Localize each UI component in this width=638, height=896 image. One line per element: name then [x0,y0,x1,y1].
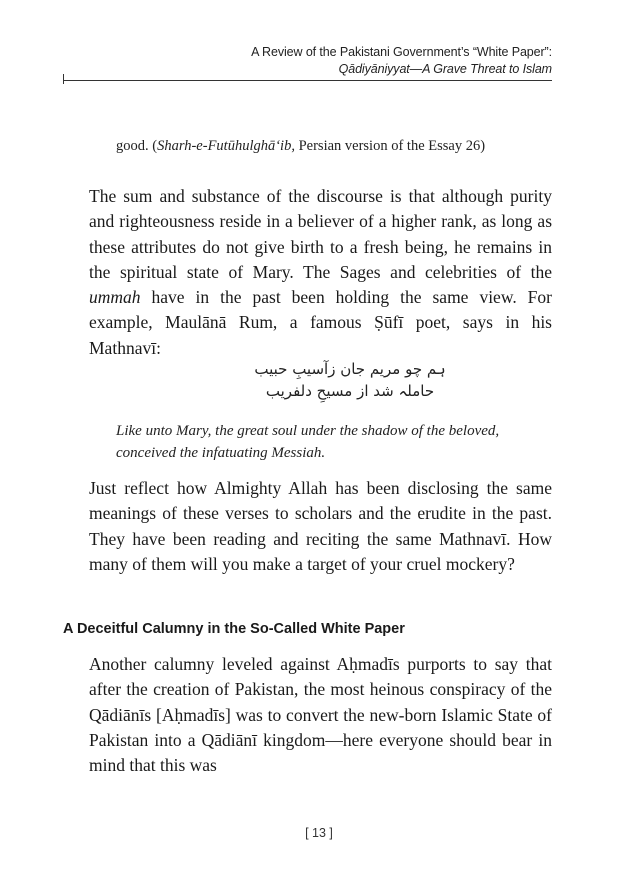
verse-translation: Like unto Mary, the great soul under the shadow of the beloved, conceived the infatuating Messiah. [116,423,500,461]
quote-citation-rest: Persian version of the Essay 26) [294,138,486,154]
persian-verse [200,358,500,402]
header-rule-tick [63,74,64,84]
paragraph-2: Just reflect how Almighty Allah has been disclosing the same meanings of these verses to scholars and the erudite in the past. They have been reading and reciting the same Mathnavī. How many of them will you make a target of your cruel mockery? [89,478,552,574]
quote-citation [116,136,516,157]
header-rule [63,80,552,81]
section-heading: A Deceitful Calumny in the So-Called White Paper [63,621,405,637]
paragraph-1-part1: The sum and substance of the discourse is that although purity and righteousness reside in a believer of a higher rank, as long as these attributes do not give birth to a fresh being, he remains in the spiritual state of Mary. The Sages and celebrities of the [89,186,552,282]
page-number: [ 13 ] [305,826,333,840]
quote-citation-lead: good. ( [116,138,158,154]
running-header [82,44,552,78]
persian-verse-line1: ہم چو مریم جان زآسیبِ حبیب [254,360,446,378]
paragraph-3: Another calumny leveled against Aḥmadīs purports to say that after the creation of Pakistan, the most heinous conspiracy of the Qādiānīs [Aḥmadīs] was to convert the new-born Islamic State of Pakistan into a Qādiānī kingdom—here everyone should bear in mind that this was [89,654,552,776]
paragraph-1 [89,184,552,361]
paragraph-1-italic: ummah [89,287,141,308]
quote-citation-source: Sharh-e-Futūhulghā‘ib, [157,138,295,154]
running-header-line2: Qādiyāniyyat—A Grave Threat to Islam [338,62,552,76]
running-header-line1: A Review of the Pakistani Government’s “White Paper”: [251,45,552,59]
persian-verse-line2: حاملہ شد از مسیحِ دلفریب [265,382,435,400]
paragraph-1-part2: have in the past been holding the same view. For example, Maulānā Rum, a famous Ṣūfī poet, says in his Mathnavī: [89,287,552,358]
